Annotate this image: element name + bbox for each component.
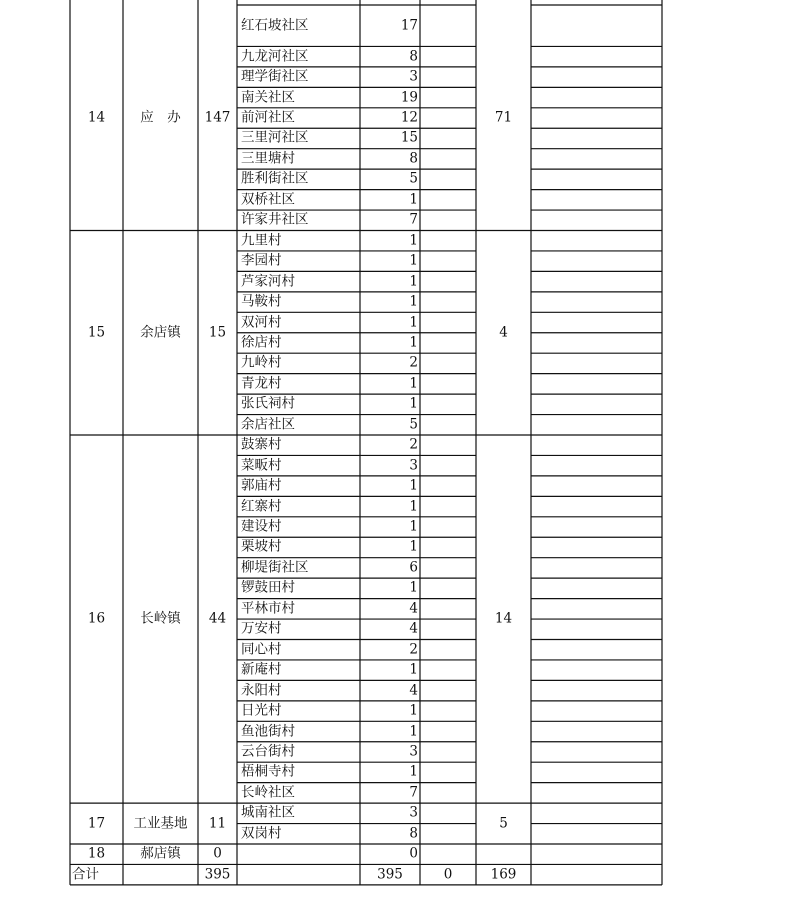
village-name: 锣鼓田村 [241, 579, 295, 596]
village-name: 九龙河社区 [241, 47, 309, 64]
village-name: 马鞍村 [241, 293, 282, 310]
village-name: 平林市村 [241, 600, 295, 617]
village-count: 1 [409, 763, 418, 780]
village-name: 梧桐寺村 [241, 763, 295, 780]
village-count: 12 [400, 109, 418, 126]
town-summary: 14 [494, 610, 513, 627]
village-count: 3 [409, 804, 418, 821]
village-name: 红石坡社区 [241, 16, 309, 33]
village-count: 1 [409, 497, 418, 514]
village-name: 同心村 [241, 640, 282, 657]
village-name: 鱼池街村 [241, 722, 295, 739]
village-name: 新庵村 [241, 661, 282, 678]
col7-total: 0 [443, 865, 453, 882]
village-name: 永阳村 [241, 681, 282, 698]
village-name: 余店社区 [241, 416, 295, 433]
town-total: 147 [204, 109, 231, 125]
village-count: 2 [409, 436, 418, 453]
village-count: 8 [409, 47, 418, 64]
town-name: 应 办 [140, 109, 181, 125]
village-count: 1 [409, 579, 418, 596]
village-count: 1 [409, 313, 418, 330]
village-count: 3 [409, 743, 418, 760]
village-count: 1 [409, 231, 418, 248]
town-total: 11 [208, 814, 227, 831]
village-count: 3 [409, 456, 418, 473]
town-total: 0 [213, 845, 222, 862]
row-number: 18 [87, 845, 106, 862]
village-name: 胜利街社区 [241, 170, 309, 187]
village-count: 7 [409, 211, 418, 228]
village-count: 2 [409, 640, 418, 657]
village-count: 3 [409, 68, 418, 85]
town-summary: 5 [499, 814, 508, 831]
village-name: 张氏祠村 [241, 395, 295, 412]
village-name: 郭庙村 [241, 477, 282, 494]
village-name: 九岭村 [241, 354, 282, 371]
village-name: 双桥社区 [241, 191, 295, 208]
village-count: 1 [409, 293, 418, 310]
village-name: 青龙村 [241, 375, 282, 392]
village-count: 8 [409, 825, 418, 842]
row-number: 14 [87, 109, 106, 125]
town-summary: 71 [494, 109, 513, 125]
village-name: 菜畈村 [241, 456, 282, 473]
village-name: 李园村 [241, 252, 282, 269]
village-count: 1 [409, 272, 418, 289]
village-count: 5 [409, 170, 418, 187]
village-name: 理学街社区 [241, 68, 309, 85]
town-name: 长岭镇 [140, 610, 181, 627]
village-count: 1 [409, 375, 418, 392]
village-name: 前河社区 [241, 109, 295, 126]
village-count: 1 [409, 702, 418, 719]
village-count: 1 [409, 538, 418, 555]
village-name: 柳堤街社区 [241, 559, 309, 576]
town-total: 44 [208, 610, 227, 627]
village-count: 1 [409, 661, 418, 678]
village-name: 双岗村 [241, 825, 282, 842]
village-name: 日光村 [241, 702, 282, 719]
grand-total: 395 [204, 865, 231, 882]
village-name: 徐店村 [241, 334, 282, 351]
total-label: 合计 [72, 865, 99, 882]
town-summary: 4 [499, 324, 508, 340]
village-name: 双河村 [241, 313, 282, 330]
village-name: 南关社区 [241, 88, 295, 105]
town-name: 郝店镇 [140, 845, 181, 862]
village-name: 红寨村 [241, 497, 282, 514]
village-count: 5 [409, 416, 418, 433]
village-count: 4 [409, 600, 418, 617]
village-name: 鼓寨村 [241, 436, 282, 453]
town-name: 余店镇 [140, 324, 181, 340]
village-count: 1 [409, 722, 418, 739]
village-name: 建设村 [241, 518, 282, 535]
summary-total: 169 [490, 865, 517, 882]
village-name: 万安村 [241, 620, 282, 637]
town-name: 工业基地 [133, 814, 188, 831]
village-count: 1 [409, 477, 418, 494]
village-count: 15 [400, 129, 418, 146]
row-number: 15 [87, 324, 106, 340]
village-name: 许家井社区 [241, 211, 309, 228]
village-count: 7 [409, 784, 418, 801]
row-number: 17 [87, 814, 106, 831]
village-count: 1 [409, 395, 418, 412]
row-number: 16 [87, 610, 106, 627]
count-total: 395 [377, 865, 403, 882]
village-count: 1 [409, 518, 418, 535]
village-name: 芦家河村 [241, 272, 295, 289]
village-name: 九里村 [241, 231, 282, 248]
village-count: 1 [409, 334, 418, 351]
village-name: 云台街村 [241, 743, 295, 760]
village-count: 4 [409, 620, 418, 637]
village-name: 长岭社区 [241, 784, 295, 801]
village-count: 19 [400, 88, 418, 105]
village-name: 栗坡村 [241, 538, 282, 555]
village-count: 1 [409, 252, 418, 269]
village-name: 城南社区 [241, 804, 295, 821]
village-count: 8 [409, 150, 418, 167]
village-name: 三里塘村 [241, 150, 295, 167]
village-count: 4 [409, 681, 418, 698]
village-count: 17 [400, 16, 418, 33]
village-count: 6 [409, 559, 418, 576]
village-count: 0 [409, 845, 418, 862]
village-count: 2 [409, 354, 418, 371]
village-name: 三里河社区 [241, 129, 309, 146]
town-total: 15 [208, 324, 227, 340]
village-count: 1 [409, 191, 418, 208]
